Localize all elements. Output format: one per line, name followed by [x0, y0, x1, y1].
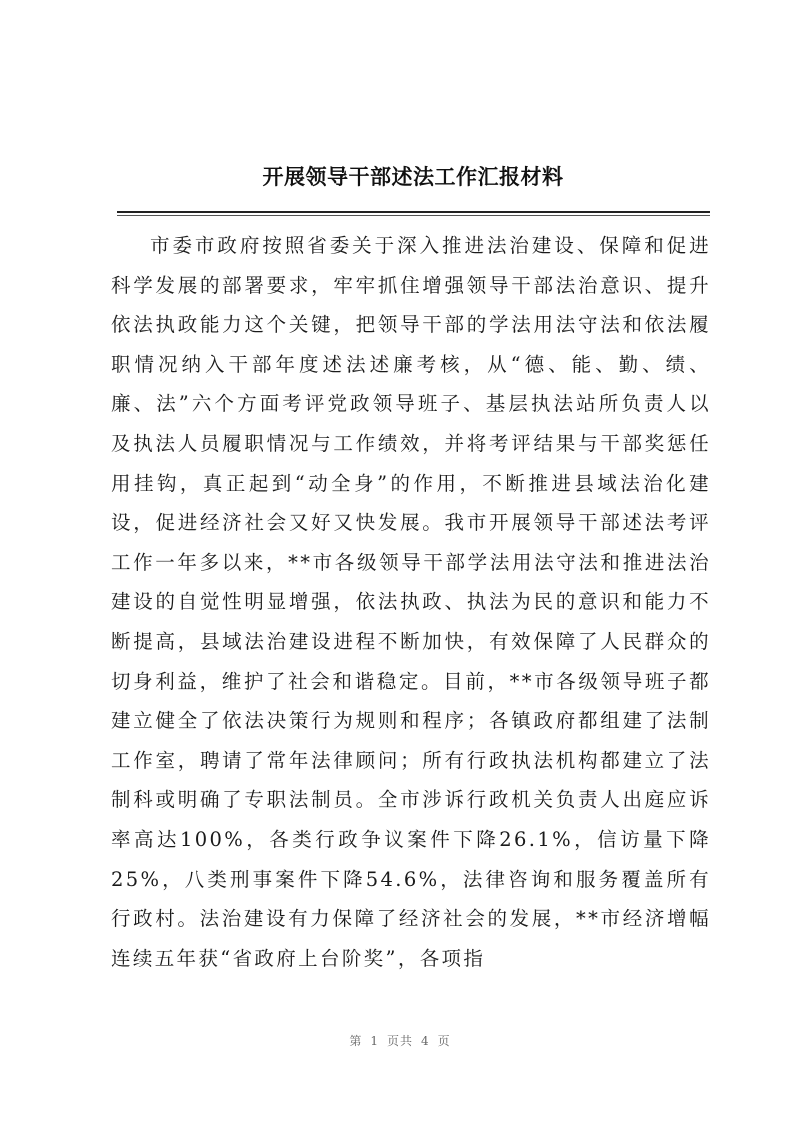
body-paragraph: 市委市政府按照省委关于深入推进法治建设、保障和促进科学发展的部署要求，牢牢抓住增强领导干部法治意识、提升依法执政能力这个关键，把领导干部的学法用法守法和依法履职情况纳入干部年度述法述廉考核，从“德、能、勤、绩、廉、法”六个方面考评党政领导班子、基层执法站所负责人以及执法人员履职情况与工作绩效，并将考评结果与干部奖惩任用挂钩，真正起到“动全身”的作用，不断推进县域法治化建设，促进经济社会又好又快发展。我市开展领导干部述法考评工作一年多以来，**市各级领导干部学法用法守法和推进法治建设的自觉性明显增强，依法执政、执法为民的意识和能力不断提高，县域法治建设进程不断加快，有效保障了人民群众的切身利益，维护了社会和谐稳定。目前，**市各级领导班子都建立健全了依法决策行为规则和程序；各镇政府都组建了法制工作室，聘请了常年法律顾问；所有行政执法机构都建立了法制科或明确了专职法制员。全市涉诉行政机关负责人出庭应诉率高达100%，各类行政争议案件下降26.1%，信访量下降25%，八类刑事案件下降54.6%，法律咨询和服务覆盖所有行政村。法治建设有力保障了经济社会的发展，**市经济增幅连续五年获“省政府上台阶奖”，各项指: [111, 234, 711, 970]
title-divider: [117, 211, 710, 213]
footer-middle: 页共: [386, 1034, 413, 1048]
footer-total-pages: 4: [421, 1034, 430, 1048]
document-title: 开展领导干部述法工作汇报材料: [262, 164, 564, 189]
page-footer: [0, 1032, 800, 1049]
footer-page-number: 1: [370, 1034, 379, 1048]
footer-prefix: 第: [349, 1034, 363, 1048]
title-divider-thin: [117, 215, 710, 216]
footer-suffix: 页: [437, 1034, 451, 1048]
